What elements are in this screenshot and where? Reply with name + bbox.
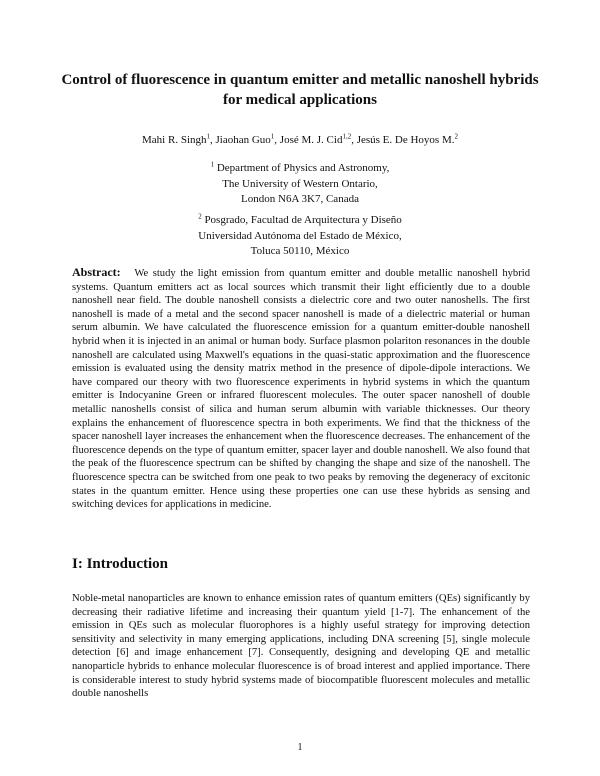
paper-title: Control of fluorescence in quantum emitter and metallic nanoshell hybrids for medical applications xyxy=(61,72,539,108)
abstract-label: Abstract xyxy=(72,265,117,279)
abstract: Abstract: We study the light emission from quantum emitter and double metallic nanoshell hybrid systems. Quantum emitters act as local sources which transmit their light efficiently due to a double nanoshell near field. The double nanoshell consists a dielectric core and two outer nanoshells. The first nanoshell is made of a metal and the second spacer nanoshell is made of a dielectric material or human serum albumin. We have calculated the fluorescence emission for a quantum emitter-double nanoshell hybrid when it is injected in an animal or human body. Surface plasmon polariton resonances in the double nanoshell are calculated using Maxwell's equations in the quasi-static approximation and the fluorescence emission is evaluated using the density matrix method in the presence of dipole-dipole interactions. We have compared our theory with two fluorescence experiments in hybrid systems in which the quantum emitter is Indocyanine Green or infrared fluorescent molecules. The outer spacer nanoshell of double metallic nanoshells consist of silica and human serum albumin with variable thicknesses. Our theory explains the enhancement of fluorescence spectra in both experiments. We find that the thickness of the spacer nanoshell layer increases the enhancement when the fluorescence decreases. The enhancement of the fluorescence depends on the type of quantum emitter, spacer layer and double nanoshell. We also found that the peak of the fluorescence spectrum can be shifted by changing the shape and size of the nanoshell. The fluorescence spectra can be switched from one peak to two peaks by removing the degeneracy of excitonic states in the quantum emitter. Hence using these properties one can use these hybrids as sensing and switching devices for applications in medicine. xyxy=(72,265,530,511)
section-heading: I: Introduction xyxy=(72,556,168,572)
abstract-text: We study the light emission from quantum emitter and double metallic nanoshell hybrid systems. Quantum emitters act as local sources which transmit their light efficiently due to a double nanoshell near field. The double nanoshell consists a dielectric core and two outer nanoshells. The first nanoshell is made of a metal and the second spacer nanoshell is made of a dielectric material or human serum albumin. We have calculated the fluorescence emission for a quantum emitter-double nanoshell hybrid when it is injected in an animal or human body. Surface plasmon polariton resonances in the double nanoshell are calculated using Maxwell's equations in the quasi-static approximation and the fluorescence emission is evaluated using the density matrix method in the presence of dipole-dipole interactions. We have compared our theory with two fluorescence experiments in hybrid systems in which the quantum emitter is Indocyanine Green or infrared fluorescent molecules. The outer spacer nanoshell of double metallic nanoshells consist of silica and human serum albumin with variable thicknesses. Our theory explains the enhancement of fluorescence spectra in both experiments. We find that the thickness of the spacer nanoshell layer increases the enhancement when the fluorescence decreases. The enhancement of the fluorescence depends on the type of quantum emitter, spacer layer and double nanoshell. We also found that the peak of the fluorescence spectrum can be shifted by changing the shape and size of the nanoshell. The fluorescence spectra can be switched from one peak to two peaks by removing the degeneracy of excitonic states in the quantum emitter. Hence using these properties one can use these hybrids as sensing and switching devices for applications in medicine. xyxy=(72,268,530,511)
introduction-paragraph: Noble-metal nanoparticles are known to enhance emission rates of quantum emitters (QEs) significantly by decreasing their radiative lifetime and increasing their quantum yield [1-7]. The enhancement of the emission in QEs such as molecular fluorophores is a highly useful strategy for improving detection sensitivity and selectivity in many emerging applications, including DNA screening [5], single molecule detection [6] and image enhancement [7]. Consequently, designing and developing QE and metallic nanoparticle hybrids to enhance molecular fluorescence is of broad interest and applied importance. There is considerable interest to study hybrid systems made of biocompatible fluorescent molecules and metallic double nanoshells xyxy=(72,593,530,700)
author: José M. J. Cid$^{1,2}$, xyxy=(279,132,357,146)
affiliation-1: $^1$ Department of Physics and Astronomy, The University of Western Ontario, London N6A 3K7, Canada xyxy=(210,160,390,205)
affiliation-2: $^2$ Posgrado, Facultad de Arquitectura y Diseño Universidad Autónoma del Estado de México, Toluca 50110, México xyxy=(198,212,402,257)
author: Mahi R. Singh$^1$, xyxy=(142,132,216,146)
page-number: 1 xyxy=(297,742,303,753)
author: Jesús E. De Hoyos M.$^2$ xyxy=(356,132,458,146)
author: Jiaohan Guo$^1$, xyxy=(215,132,280,146)
author-list xyxy=(60,133,540,148)
